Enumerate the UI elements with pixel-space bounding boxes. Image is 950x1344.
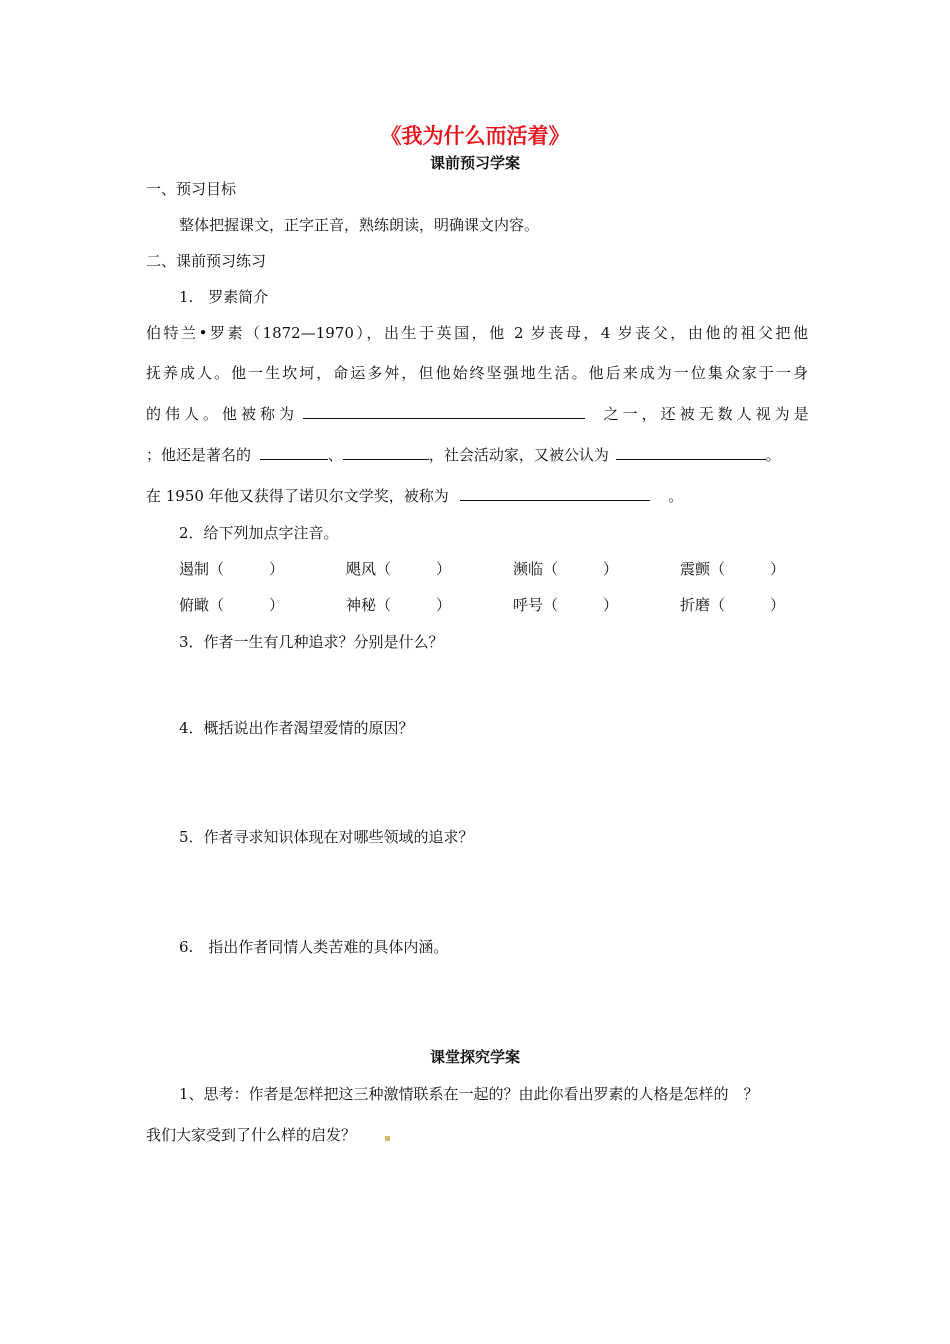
question-3: 3．作者一生有几种追求？分别是什么？: [179, 633, 444, 651]
classroom-question-1-line-1: 1、思考：作者是怎样把这三种激情联系在一起的？由此你看出罗素的人格是怎样的 ？: [179, 1085, 759, 1103]
bio-line-3-text-b: 之一，还被无数人视为是: [603, 405, 813, 423]
question-5: 5．作者寻求知识体现在对哪些领域的追求？: [179, 828, 474, 846]
pinyin-item: 俯瞰（ ）: [179, 596, 285, 614]
bio-line-4-text-d: 。: [765, 446, 781, 464]
question-2-label: 2．给下列加点字注音。: [179, 524, 339, 542]
goal-text: 整体把握课文，正字正音，熟练朗读，明确课文内容。: [179, 216, 540, 234]
pinyin-item: 震颤（ ）: [680, 560, 786, 578]
cursor-mark: [385, 1136, 390, 1141]
document-title: 《我为什么而活着》: [380, 123, 570, 148]
bio-line-3-text-a: 的伟人。他被称为: [146, 405, 299, 423]
blank-nobel-title[interactable]: [460, 486, 650, 501]
question-4: 4．概括说出作者渴望爱情的原因？: [179, 719, 414, 737]
bio-line-5: [146, 485, 683, 506]
classroom-question-1-line-2: 我们大家受到了什么样的启发？: [146, 1126, 357, 1144]
pinyin-item: 神秘（ ）: [346, 596, 452, 614]
practice-heading: 二、课前预习练习: [146, 252, 267, 270]
pinyin-item: 濒临（ ）: [513, 560, 619, 578]
question-1-label: 1. 罗素简介: [179, 288, 269, 306]
bio-line-4: [146, 444, 781, 465]
blank-famous-2[interactable]: [343, 445, 429, 460]
pinyin-item: 遏制（ ）: [179, 560, 285, 578]
section-heading-preview: 课前预习学案: [429, 154, 520, 172]
section-heading-classroom: 课堂探究学案: [429, 1048, 520, 1066]
bio-line-4-text-a: ；他还是著名的: [146, 446, 252, 464]
bio-line-5-text-a: 在 1950 年他又获得了诺贝尔文学奖，被称为: [146, 487, 449, 505]
question-6: 6. 指出作者同情人类苦难的具体内涵。: [179, 938, 449, 956]
blank-recognized-as[interactable]: [616, 445, 766, 460]
bio-line-1: 伯特兰•罗素（1872—1970），出生于英国，他 2 岁丧母，4 岁丧父，由他的祖父把他: [146, 324, 808, 342]
bio-line-4-text-b: 、: [327, 446, 343, 464]
goal-heading: 一、预习目标: [146, 180, 237, 198]
blank-known-as[interactable]: [303, 404, 585, 419]
bio-line-2: 抚养成人。他一生坎坷，命运多舛，但他始终坚强地生活。他后来成为一位集众家于一身: [146, 364, 808, 382]
pinyin-item: 呼号（ ）: [513, 596, 619, 614]
pinyin-item: 折磨（ ）: [680, 596, 786, 614]
bio-line-5-text-b: 。: [668, 487, 684, 505]
pinyin-item: 飓风（ ）: [346, 560, 452, 578]
blank-famous-1[interactable]: [260, 445, 328, 460]
bio-line-3: [146, 403, 813, 424]
bio-line-4-text-c: ，社会活动家，又被公认为: [428, 446, 609, 464]
